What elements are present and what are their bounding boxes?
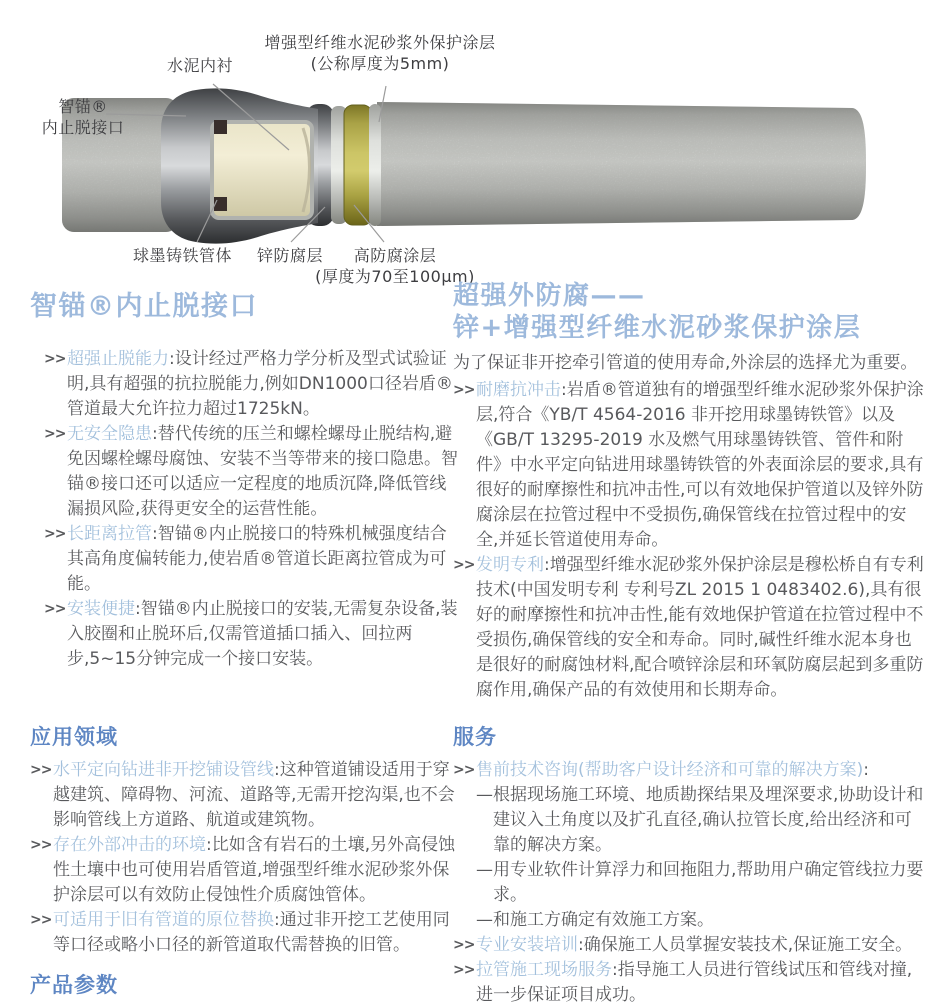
list-item bbox=[44, 597, 458, 672]
bullet-keyword: 可适用于旧有管道的原位替换 bbox=[53, 910, 274, 930]
label-pipe-body: 球墨铸铁管体 bbox=[133, 246, 233, 265]
pipe-diagram bbox=[0, 0, 933, 285]
bullet-marker: >> bbox=[44, 351, 66, 367]
bullet-keyword: 水平定向钻进非开挖铺设管线 bbox=[53, 760, 274, 780]
bullet-text: :这种管道铺设适用于穿越建筑、障碍物、河流、道路等,无需开挖沟渠,也不会影响管线上方道路、航道或建筑物。 bbox=[53, 760, 455, 830]
bullet-text: :设计经过严格力学分析及型式试验证明,具有超强的抗拉脱能力,例如DN1000口径岩盾®管道最大允许拉力超过1725kN。 bbox=[67, 349, 453, 419]
section-params-title: 产品参数 bbox=[30, 973, 118, 997]
bullet-marker: >> bbox=[30, 837, 52, 853]
bullet-text: :指导施工人员进行管线试压和管线对撞,进一步保证项目成功。 bbox=[476, 960, 913, 1005]
bullet-keyword: 超强止脱能力 bbox=[67, 349, 169, 369]
bullet-keyword: 存在外部冲击的环境 bbox=[53, 835, 206, 855]
gasket-top bbox=[214, 120, 227, 134]
bullet-marker: >> bbox=[453, 937, 475, 953]
bullet-marker: >> bbox=[44, 526, 66, 542]
bullet-text: :岩盾®管道独有的增强型纤维水泥砂浆外保护涂层,符合《YB/T 4564-2016 非开挖用球墨铸铁管》以及《GB/T 13295-2019 水及燃气用球墨铸铁管、管件和附件》中水平定向钻进用球墨铸铁管的外表面涂层的要求,具有很好的耐摩擦性和抗冲击性,可以有效地保护管道以及锌外防腐涂层在拉管过程中不受损伤,确保管线在拉管过程中的安全,并延长管道使用寿命。 bbox=[476, 380, 924, 550]
bullet-keyword: 发明专利 bbox=[476, 555, 544, 575]
label-joint-line2: 内止脱接口 bbox=[41, 118, 125, 137]
list-item bbox=[44, 347, 458, 422]
bullet-text: :智锚®内止脱接口的安装,无需复杂设备,装入胶圈和止脱环后,仅需管道插口插入、回拉两步,5~15分钟完成一个接口安装。 bbox=[67, 599, 458, 669]
gasket-bottom bbox=[214, 197, 227, 211]
bullet-keyword: 专业安装培训 bbox=[476, 935, 578, 955]
section-service-title: 服务 bbox=[453, 725, 497, 749]
bullet-keyword: 售前技术咨询(帮助客户设计经济和可靠的解决方案) bbox=[476, 760, 864, 780]
bullet-text: :通过非开挖工艺使用同等口径或略小口径的新管道取代需替换的旧管。 bbox=[53, 910, 450, 955]
bullet-marker: >> bbox=[30, 762, 52, 778]
section-application-title: 应用领域 bbox=[30, 725, 118, 749]
label-cement-lining: 水泥内衬 bbox=[167, 56, 234, 75]
bullet-text: :确保施工人员掌握安装技术,保证施工安全。 bbox=[578, 935, 913, 955]
bullet-marker: >> bbox=[30, 912, 52, 928]
anticorrosion-band bbox=[344, 105, 372, 225]
bullet-keyword: 无安全隐患 bbox=[67, 424, 152, 444]
section-coating bbox=[453, 280, 925, 703]
list-item bbox=[44, 422, 458, 522]
sub-item: —用专业软件计算浮力和回拖阻力,帮助用户确定管线拉力要求。 bbox=[476, 860, 924, 905]
bullet-text: :增强型纤维水泥砂浆外保护涂层是穆松桥自有专利技术(中国发明专利 专利号ZL 2015 1 0483402.6),具有很好的耐摩擦性和抗冲击性,能有效地保护管道在拉管过程中不受损伤,确保管线的安全和寿命。同时,碱性纤维水泥本身也是很好的耐腐蚀材料,配合喷锌涂层和环氧防腐层起到多重防腐作用,确保产品的有效使用和长期寿命。 bbox=[476, 555, 924, 700]
thin-gray-ring bbox=[369, 104, 381, 226]
list-item bbox=[453, 378, 925, 553]
section-joint bbox=[30, 290, 458, 672]
list-item bbox=[453, 933, 925, 958]
label-anticorrosion-line2: (厚度为70至100μm) bbox=[315, 267, 475, 286]
label-zinc-layer: 锌防腐层 bbox=[257, 246, 324, 265]
label-outer-coating-line2: (公称厚度为5mm) bbox=[310, 54, 450, 73]
label-outer-coating bbox=[255, 32, 505, 74]
label-anticorrosion-line1: 高防腐涂层 bbox=[353, 246, 437, 265]
section-coating-intro: 为了保证非开挖牵引管道的使用寿命,外涂层的选择尤为重要。 bbox=[453, 353, 918, 373]
label-joint-line1: 智锚® bbox=[58, 97, 108, 116]
section-joint-title: 智锚®内止脱接口 bbox=[30, 291, 258, 322]
list-item bbox=[30, 758, 458, 833]
bullet-keyword: 拉管施工现场服务 bbox=[476, 960, 612, 980]
bullet-marker: >> bbox=[44, 601, 66, 617]
bullet-keyword: 长距离拉管 bbox=[67, 524, 152, 544]
bullet-text: : bbox=[863, 760, 869, 780]
bullet-keyword: 耐磨抗冲击 bbox=[476, 380, 561, 400]
bullet-text: :比如含有岩石的土壤,另外高侵蚀性土壤中也可使用岩盾管道,增强型纤维水泥砂浆外保护涂层可以有效防止侵蚀性介质腐蚀管体。 bbox=[53, 835, 456, 905]
bullet-marker: >> bbox=[453, 382, 475, 398]
bullet-marker: >> bbox=[453, 762, 475, 778]
sub-item: —根据现场施工环境、地质勘探结果及埋深要求,协助设计和建议入土角度以及扩孔直径,确认拉管长度,给出经济和可靠的解决方案。 bbox=[476, 785, 924, 855]
list-item bbox=[44, 522, 458, 597]
label-outer-coating-line1: 增强型纤维水泥砂浆外保护涂层 bbox=[264, 33, 496, 52]
section-service bbox=[453, 724, 925, 1008]
bullet-keyword: 安装便捷 bbox=[67, 599, 135, 619]
section-coating-title-line1: 超强外防腐—— bbox=[453, 281, 646, 311]
bullet-marker: >> bbox=[453, 557, 475, 573]
section-application bbox=[30, 724, 458, 958]
bullet-text: :智锚®内止脱接口的特殊机械强度结合其高角度偏转能力,使岩盾®管道长距离拉管成为可能。 bbox=[67, 524, 447, 594]
list-item bbox=[453, 758, 925, 933]
sub-item: —和施工方确定有效施工方案。 bbox=[476, 910, 714, 930]
bullet-marker: >> bbox=[453, 962, 475, 978]
list-item bbox=[453, 958, 925, 1008]
bullet-text: :替代传统的压兰和螺栓螺母止脱结构,避免因螺栓螺母腐蚀、安装不当等带来的接口隐患。智锚®接口还可以适应一定程度的地质沉降,降低管线漏损风险,获得更安全的运营性能。 bbox=[67, 424, 458, 519]
label-joint bbox=[30, 96, 136, 138]
section-coating-title-line2: 锌+增强型纤维水泥砂浆保护涂层 bbox=[453, 313, 862, 343]
list-item bbox=[30, 908, 458, 958]
bullet-marker: >> bbox=[44, 426, 66, 442]
section-params bbox=[30, 972, 458, 998]
list-item bbox=[30, 833, 458, 908]
list-item bbox=[453, 553, 925, 703]
